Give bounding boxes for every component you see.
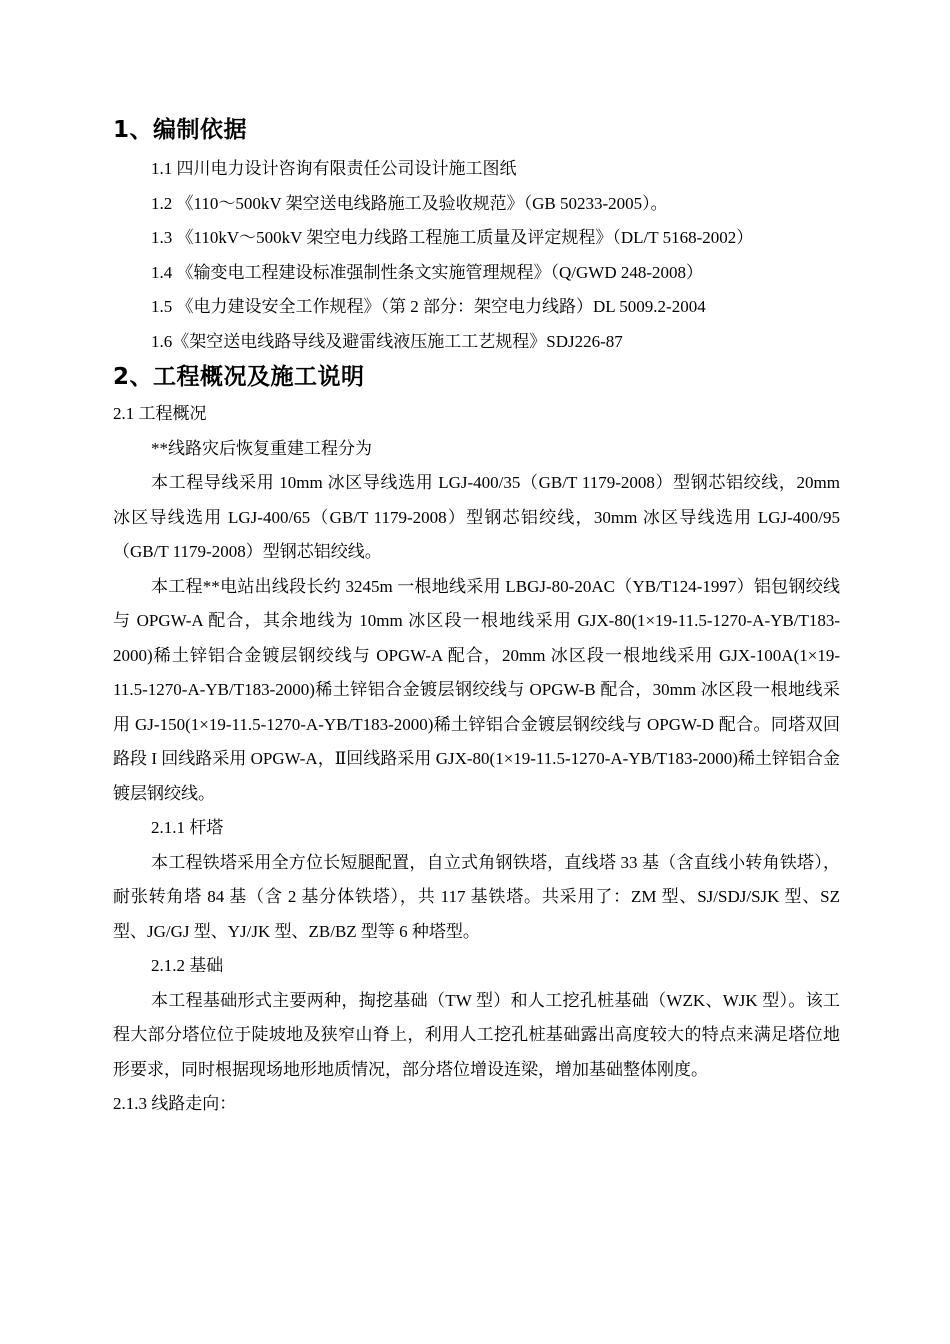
basis-item-1-3: 1.3 《110kV～500kV 架空电力线路工程施工质量及评定规程》（DL/T 5168-2002） bbox=[151, 228, 754, 247]
project-intro-paragraph: **线路灾后恢复重建工程分为 bbox=[151, 438, 372, 458]
tower-paragraph: 本工程铁塔采用全方位长短腿配置，自立式角钢铁塔，直线塔 33 基（含直线小转角铁塔），耐张转角塔 84 基（含 2 基分体铁塔），共 117 基铁塔。共采用了：ZM 型、SJ/SDJ/SJK 型、SZ 型、JG/GJ 型、YJ/JK 型、ZB/BZ 型等 6 种塔型。 bbox=[113, 852, 840, 941]
basis-item-1-1: 1.1 四川电力设计咨询有限责任公司设计施工图纸 bbox=[151, 159, 517, 178]
subsection-2-1-1-title: 2.1.1 杆塔 bbox=[151, 818, 224, 837]
groundwire-paragraph: 本工程**电站出线段长约 3245m 一根地线采用 LBGJ-80-20AC（YB/T124-1997）铝包钢绞线与 OPGW-A 配合，其余地线为 10mm 冰区段一根地线采用 GJX-80(1×19-11.5-1270-A-YB/T183-2000)稀土锌铝合金镀层钢绞线与 OPGW-A 配合，20mm 冰区段一根地线采用 GJX-100A(1×19-11.5-1270-A-YB/T183-2000)稀土锌铝合金镀层钢绞线与 OPGW-B 配合，30mm 冰区段一根地线采用 GJ-150(1×19-11.5-1270-A-YB/T183-2000)稀土锌铝合金镀层钢绞线与 OPGW-D 配合。同塔双回路段 I 回线路采用 OPGW-A，Ⅱ回线路采用 GJX-80(1×19-11.5-1270-A-YB/T183-2000)稀土锌铝合金镀层钢绞线。 bbox=[113, 576, 840, 803]
basis-item-1-2: 1.2 《110～500kV 架空送电线路施工及验收规范》（GB 50233-2005）。 bbox=[151, 193, 668, 213]
section-2-heading: 2、工程概况及施工说明 bbox=[113, 364, 365, 390]
basis-item-1-6: 1.6《架空送电线路导线及避雷线液压施工工艺规程》SDJ226-87 bbox=[151, 331, 623, 351]
conductor-paragraph: 本工程导线采用 10mm 冰区导线选用 LGJ-400/35（GB/T 1179-2008）型钢芯铝绞线，20mm 冰区导线选用 LGJ-400/65（GB/T 1179-2008）型钢芯铝绞线，30mm 冰区导线选用 LGJ-400/95（GB/T 1179-2008）型钢芯铝绞线。 bbox=[113, 473, 840, 561]
section-1-heading: 1、编制依据 bbox=[113, 117, 248, 143]
document-body bbox=[113, 112, 840, 1122]
subsection-2-1-3-title: 2.1.3 线路走向： bbox=[113, 1094, 237, 1113]
basis-item-1-4: 1.4 《输变电工程建设标准强制性条文实施管理规程》（Q/GWD 248-2008） bbox=[151, 262, 704, 282]
subsection-2-1-2-title: 2.1.2 基础 bbox=[151, 956, 224, 975]
subsection-2-1-title: 2.1 工程概况 bbox=[113, 404, 207, 423]
basis-item-1-5: 1.5 《电力建设安全工作规程》（第 2 部分：架空电力线路）DL 5009.2-2004 bbox=[151, 297, 706, 316]
foundation-paragraph: 本工程基础形式主要两种，掏挖基础（TW 型）和人工挖孔桩基础（WZK、WJK 型）。该工程大部分塔位位于陡坡地及狭窄山脊上，利用人工挖孔桩基础露出高度较大的特点来满足塔位地形要求，同时根据现场地形地质情况，部分塔位增设连梁，增加基础整体刚度。 bbox=[113, 990, 840, 1079]
